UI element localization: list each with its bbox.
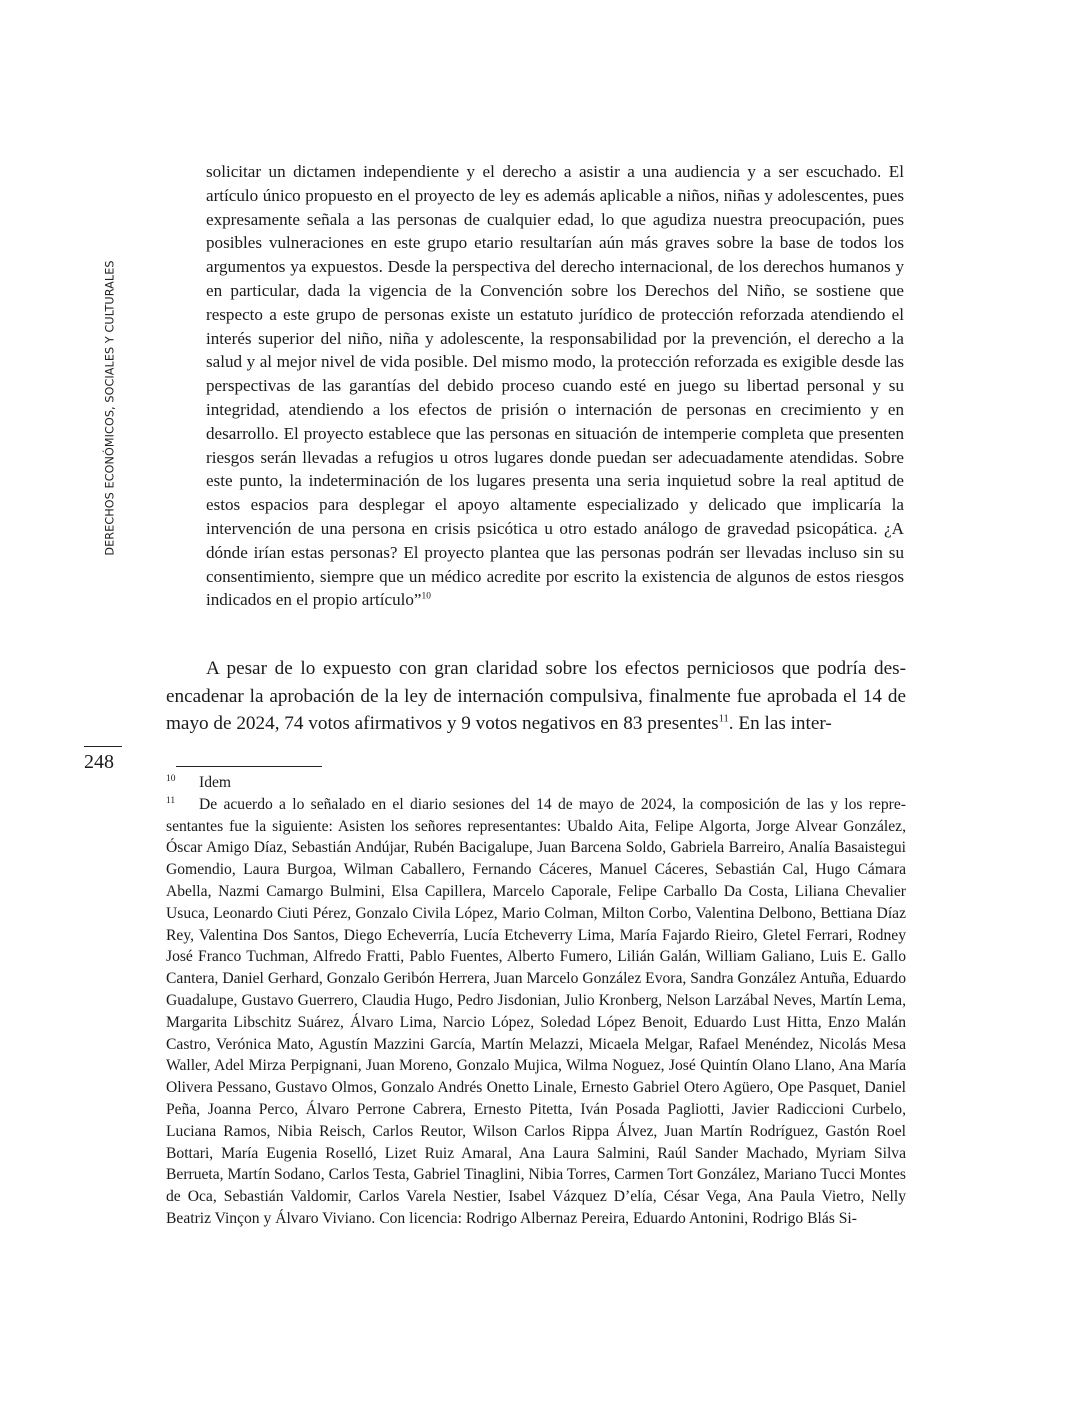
footnote-text: De acuerdo a lo señalado en el diario sesiones del 14 de mayo de 2024, la composición de las y los representantes fue la siguiente: Asisten los señores representantes: Ubaldo Aita, Felipe Algorta, Jorge Alvear González, Óscar Amigo Díaz, Sebastián Andújar, Rubén Bacigalupe, Juan Barcena Soldo, Gabriela Barreiro, Analía Basaistegui Gomendio, Laura Burgoa, Wilman Caballero, Fernando Cáceres, Manuel Cáceres, Sebastián Cal, Hugo Cámara Abella, Nazmi Camargo Bulmini, Elsa Capillera, Marcelo Caporale, Felipe Carballo Da Costa, Liliana Chevalier Usuca, Leonardo Ciuti Pérez, Gonzalo Civila López, Mario Colman, Milton Corbo, Valentina Delbono, Bettiana Díaz Rey, Valentina Dos Santos, Diego Echeverría, Lucía Etcheverry Lima, María Fajardo Rieiro, Gletel Ferrari, Rodney José Franco Tuchman, Alfredo Fratti, Pablo Fuentes, Alberto Fumero, Lilián Galán, William Galiano, Luis E. Gallo Cantera, Daniel Gerhard, Gonzalo Geribón Herrera, Juan Marcelo González Evora, Sandra González Antuña, Eduardo Guadalupe, Gustavo Guerrero, Claudia Hugo, Pedro Jisdonian, Julio Kronberg, Nelson Larzábal Neves, Martín Lema, Margarita Libschitz Suárez, Álvaro Lima, Narcio López, Soledad López Benoit, Eduardo Lust Hitta, Enzo Malán Castro, Verónica Mato, Agustín Mazzini García, Martín Melazzi, Micaela Melgar, Rafael Menéndez, Nicolás Mesa Waller, Adel Mirza Perpignani, Juan Moreno, Gonzalo Mujica, Wilma Noguez, José Quintín Olano Llano, Ana María Olivera Pessano, Gustavo Olmos, Gonzalo Andrés Onetto Linale, Ernesto Gabriel Otero Agüero, Ope Pasquet, Daniel Peña, Joanna Perco, Álvaro Perrone Cabrera, Ernesto Pitetta, Iván Posada Pagliotti, Javier Radiccioni Curbelo, Luciana Ramos, Nibia Reisch, Carlos Reutor, Wilson Carlos Rippa Álvez, Juan Martín Rodríguez, Gastón Roel Bottari, María Eugenia Roselló, Lizet Ruiz Amaral, Ana Laura Salmini, Raúl Sander Machado, Myriam Silva Berrueta, Martín Sodano, Carlos Testa, Gabriel Tinaglini, Nibia Torres, Carmen Tort González, Mariano Tucci Montes de Oca, Sebastián Valdomir, Carlos Varela Nestier, Isabel Vázquez D’elía, César Vega, Ana Paula Vietro, Nelly Beatriz Vinçon y Álvaro Viviano. Con licencia: Rodrigo Albernaz Pereira, Eduardo Antonini, Rodrigo Blás Si- [166, 795, 906, 1227]
body-paragraph [166, 655, 906, 738]
paragraph-text: A pesar de lo expuesto con gran claridad sobre los efectos perniciosos que podría desencadenar la aprobación de la ley de internación compulsiva, finalmente fue aprobada el 14 de mayo de 2024, 74 votos afirmativos y 9 votos negativos en 83 presentes [166, 658, 906, 734]
footnote-divider [176, 766, 322, 767]
footnote-ref-11[interactable]: 11 [718, 713, 729, 725]
footnote-number: 10 [166, 774, 176, 784]
running-head: DERECHOS ECONÓMICOS, SOCIALES Y CULTURALES [103, 260, 117, 556]
footnote-number: 11 [166, 795, 176, 806]
footnote-11 [166, 794, 906, 1230]
footnote-10 [166, 772, 906, 794]
quote-text: solicitar un dictamen independiente y el derecho a asistir a una audiencia y a ser escuchado. El artículo único propuesto en el proyecto de ley es además aplicable a niños, niñas y adolescentes, pues expresamente señala a las personas de cualquier edad, lo que agudiza nuestra preocupación, pues posibles vulneraciones en este grupo etario resultarían aún más graves sobre la base de todos los argumentos ya expuestos. Desde la perspectiva del derecho internacional, de los derechos humanos y en particular, dada la vigencia de la Convención sobre los Derechos del Niño, se sostiene que respecto a este grupo de personas existe un estatuto jurídico de protección reforzada atendiendo el interés superior del niño, niña y adolescente, la responsabilidad por la prevención, el derecho a la salud y al mejor nivel de vida posible. Del mismo modo, la protección reforzada es exigible desde las perspectivas de las garantías del debido proceso cuando esté en juego su libertad personal y su integridad, atendiendo a los efectos de prisión o internación de personas en crecimiento y en desarrollo. El proyecto establece que las personas en situación de intemperie completa que presenten riesgos serán llevadas a refugios u otros lugares donde puedan ser adecuadamente atendidas. Sobre este punto, la indeterminación de los lugares presenta una seria inquietud sobre la real aptitud de estos espacios para desplegar el apoyo altamente especializado y delicado que implicaría la intervención de una persona en crisis psicótica u otro estado análogo de gravedad psicopática. ¿A dónde irían estas personas? El proyecto plantea que las personas podrán ser llevadas incluso sin su consentimiento, siempre que un médico acredite por escrito la existencia de algunos de estos riesgos indicados en el propio artículo” [206, 162, 904, 610]
page-number: 248 [84, 746, 122, 777]
paragraph-text-after: . En las inter- [728, 713, 832, 734]
footnote-ref-10[interactable]: 10 [421, 591, 431, 602]
footnotes [166, 772, 906, 1230]
block-quote [206, 160, 904, 612]
footnote-text: Idem [199, 774, 232, 791]
